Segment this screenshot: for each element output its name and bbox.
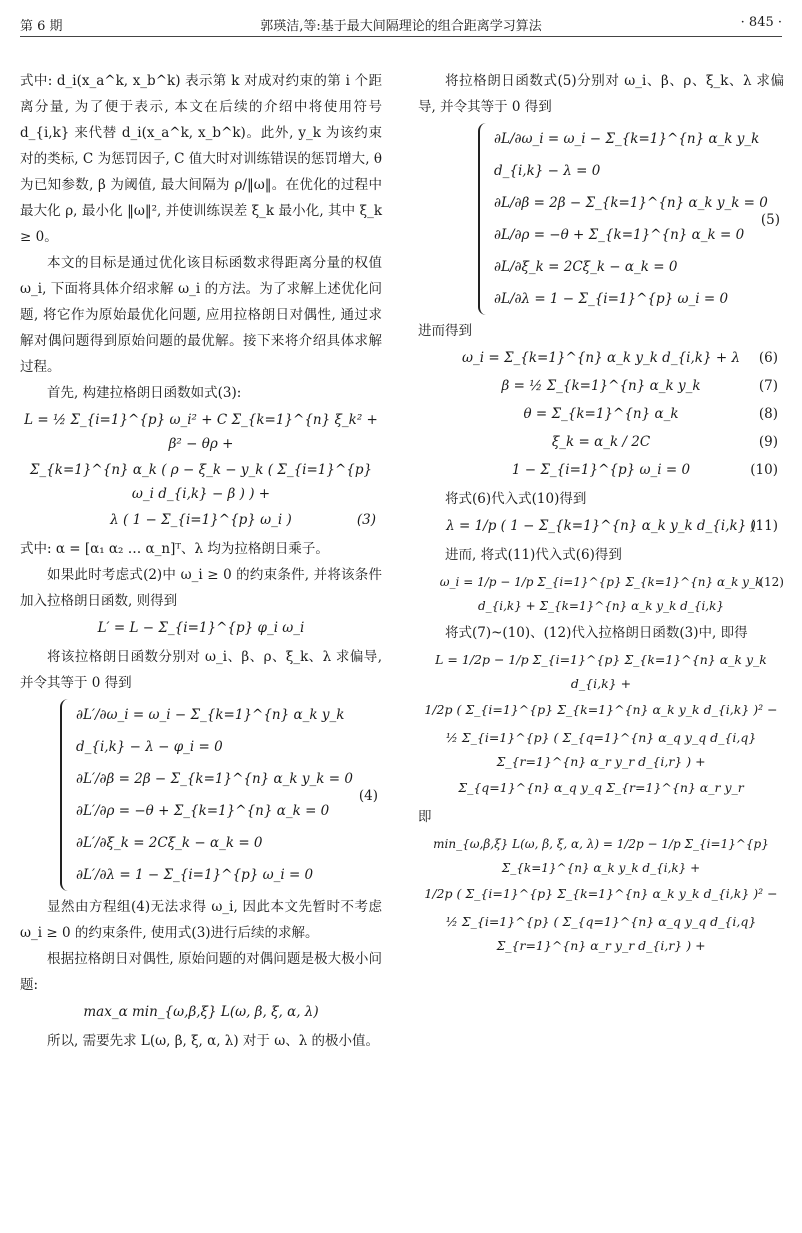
system-equation: ∂L′/∂ξ_k = 2Cξ_k − α_k = 0 bbox=[76, 835, 263, 851]
equation-dual: max_α min_{ω,β,ξ} L(ω, β, ξ, α, λ) bbox=[83, 1004, 319, 1020]
equation-line bbox=[20, 508, 382, 534]
equation-number: (4) bbox=[358, 788, 378, 804]
equation-text: ξ_k = α_k / 2C bbox=[551, 434, 651, 450]
equation-text: ω_i = 1/p − 1/p Σ_{i=1}^{p} Σ_{k=1}^{n} α_k y_k d_{i,k} + Σ_{k=1}^{n} α_k y_k d_{i,k} bbox=[439, 575, 763, 613]
system-equation: ∂L/∂ξ_k = 2Cξ_k − α_k = 0 bbox=[494, 259, 678, 275]
system-equation: ∂L/∂β = 2β − Σ_{k=1}^{n} α_k y_k = 0 bbox=[494, 195, 768, 211]
equation-11 bbox=[418, 514, 784, 540]
equation-lagrangian-prime: L′ = L − Σ_{i=1}^{p} φ_i ω_i bbox=[97, 620, 305, 636]
equation-system-4 bbox=[60, 699, 382, 891]
equation-line: 1/2p ( Σ_{i=1}^{p} Σ_{k=1}^{n} α_k y_k d_{i,k} )² − bbox=[424, 886, 778, 901]
equation-number: (11) bbox=[750, 518, 778, 534]
paragraph: 所以, 需要先求 L(ω, β, ξ, α, λ) 对于 ω、λ 的极小值。 bbox=[47, 1033, 380, 1049]
equation-3 bbox=[20, 408, 382, 534]
paragraph: 根据拉格朗日对偶性, 原始问题的对偶问题是极大极小问题: bbox=[20, 951, 382, 993]
equation-9 bbox=[418, 430, 784, 456]
right-column bbox=[418, 68, 784, 960]
equation-7 bbox=[418, 374, 784, 400]
left-column bbox=[20, 68, 382, 1054]
paragraph: 将式(6)代入式(10)得到 bbox=[445, 491, 587, 507]
equation-number: (9) bbox=[758, 434, 778, 450]
equation-12 bbox=[418, 570, 784, 618]
equation-L-substituted bbox=[418, 648, 784, 802]
equation-text: ω_i = Σ_{k=1}^{n} α_k y_k d_{i,k} + λ bbox=[462, 350, 740, 366]
equation-line: L = 1/2p − 1/p Σ_{i=1}^{p} Σ_{k=1}^{n} α_k y_k d_{i,k} + bbox=[435, 652, 767, 691]
equation-text: 1 − Σ_{i=1}^{p} ω_i = 0 bbox=[511, 462, 691, 478]
equation-line: ½ Σ_{i=1}^{p} ( Σ_{q=1}^{n} α_q y_q d_{i,q} Σ_{r=1}^{n} α_r y_r d_{i,r} ) + bbox=[445, 914, 757, 953]
equation-number: (10) bbox=[750, 462, 778, 478]
paragraph: 如果此时考虑式(2)中 ω_i ≥ 0 的约束条件, 并将该条件加入拉格朗日函数, 则得到 bbox=[20, 567, 382, 609]
equation-min-L bbox=[418, 832, 784, 958]
equation-line: ½ Σ_{i=1}^{p} ( Σ_{q=1}^{n} α_q y_q d_{i,q} Σ_{r=1}^{n} α_r y_r d_{i,r} ) + bbox=[445, 730, 757, 769]
paragraph: 进而, 将式(11)代入式(6)得到 bbox=[445, 547, 622, 563]
equation-line: Σ_{q=1}^{n} α_q y_q Σ_{r=1}^{n} α_r y_r bbox=[458, 780, 744, 795]
paragraph: 式中: d_i(x_a^k, x_b^k) 表示第 k 对成对约束的第 i 个距离分量, 为了便于表示, 本文在后续的介绍中将使用符号 d_{i,k} 来代替 d_i(x_a^k, x_b^k)。此外, y_k 为该约束对的类标, C 为惩罚因子, C 值大时对训练错误的惩罚增大, θ 为已知参数, β 为阈值, 最大间隔为 ρ/‖ω‖。在优化的过程中最大化 ρ, 最小化 ‖ω‖², 并使训练误差 ξ_k 最小化, 其中 ξ_k ≥ 0。 bbox=[20, 73, 382, 245]
equation-10 bbox=[418, 458, 784, 484]
paragraph: 式中: α = [α₁ α₂ … α_n]ᵀ、λ 均为拉格朗日乘子。 bbox=[20, 541, 329, 557]
equation-text: θ = Σ_{k=1}^{n} α_k bbox=[523, 406, 679, 422]
running-header bbox=[20, 12, 782, 37]
system-equation: ∂L′/∂ρ = −θ + Σ_{k=1}^{n} α_k = 0 bbox=[76, 803, 330, 819]
system-equation: ∂L′/∂β = 2β − Σ_{k=1}^{n} α_k y_k = 0 bbox=[76, 771, 353, 787]
equation-number: (5) bbox=[760, 212, 780, 228]
system-equation: ∂L/∂ρ = −θ + Σ_{k=1}^{n} α_k = 0 bbox=[494, 227, 745, 243]
equation-text: β = ½ Σ_{k=1}^{n} α_k y_k bbox=[501, 378, 701, 394]
paragraph: 本文的目标是通过优化该目标函数求得距离分量的权值 ω_i, 下面将具体介绍求解 ω_i 的方法。为了求解上述优化问题, 将它作为原始最优化问题, 应用拉格朗日对偶性, 通过求解对偶问题得到原始问题的最优解。接下来将介绍具体求解过程。 bbox=[20, 255, 382, 375]
equation-text: λ = 1/p ( 1 − Σ_{k=1}^{n} α_k y_k d_{i,k} ) bbox=[446, 518, 756, 534]
paragraph: 将拉格朗日函数式(5)分别对 ω_i、β、ρ、ξ_k、λ 求偏导, 并令其等于 0 得到 bbox=[418, 73, 784, 115]
system-equation: ∂L′/∂ω_i = ω_i − Σ_{k=1}^{n} α_k y_k d_{i,k} − λ − φ_i = 0 bbox=[76, 707, 345, 755]
equation-6 bbox=[418, 346, 784, 372]
paragraph: 将式(7)~(10)、(12)代入拉格朗日函数(3)中, 即得 bbox=[445, 625, 748, 641]
paragraph: 即 bbox=[418, 809, 432, 825]
paragraph: 首先, 构建拉格朗日函数如式(3): bbox=[47, 385, 242, 401]
page-number: · 845 · bbox=[740, 15, 782, 30]
equation-line: 1/2p ( Σ_{i=1}^{p} Σ_{k=1}^{n} α_k y_k d_{i,k} )² − bbox=[424, 702, 778, 717]
equation-number: (7) bbox=[758, 378, 778, 394]
equation-system-5 bbox=[478, 123, 784, 315]
issue-number: 第 6 期 bbox=[20, 19, 63, 34]
system-equation: ∂L′/∂λ = 1 − Σ_{i=1}^{p} ω_i = 0 bbox=[76, 867, 314, 883]
equation-number: (3) bbox=[356, 512, 376, 528]
paragraph: 显然由方程组(4)无法求得 ω_i, 因此本文先暂时不考虑 ω_i ≥ 0 的约束条件, 使用式(3)进行后续的求解。 bbox=[20, 899, 382, 941]
paragraph: 进而得到 bbox=[418, 323, 472, 339]
equation-8 bbox=[418, 402, 784, 428]
equation-number: (6) bbox=[758, 350, 778, 366]
equation-number: (8) bbox=[758, 406, 778, 422]
paragraph: 将该拉格朗日函数分别对 ω_i、β、ρ、ξ_k、λ 求偏导, 并令其等于 0 得到 bbox=[20, 649, 382, 691]
equation-text: λ ( 1 − Σ_{i=1}^{p} ω_i ) bbox=[110, 512, 292, 528]
equation-number: (12) bbox=[759, 575, 784, 589]
equation-line: Σ_{k=1}^{n} α_k ( ρ − ξ_k − y_k ( Σ_{i=1}^{p} ω_i d_{i,k} − β ) ) + bbox=[29, 462, 373, 502]
system-equation: ∂L/∂ω_i = ω_i − Σ_{k=1}^{n} α_k y_k d_{i,k} − λ = 0 bbox=[494, 131, 760, 179]
system-equation: ∂L/∂λ = 1 − Σ_{i=1}^{p} ω_i = 0 bbox=[494, 291, 729, 307]
equation-line: L = ½ Σ_{i=1}^{p} ω_i² + C Σ_{k=1}^{n} ξ_k² + β² − θρ + bbox=[24, 412, 378, 452]
equation-line: min_{ω,β,ξ} L(ω, β, ξ, α, λ) = 1/2p − 1/p Σ_{i=1}^{p} Σ_{k=1}^{n} α_k y_k d_{i,k} + bbox=[433, 837, 769, 875]
running-title: 郭瑛洁,等:基于最大间隔理论的组合距离学习算法 bbox=[260, 19, 542, 34]
